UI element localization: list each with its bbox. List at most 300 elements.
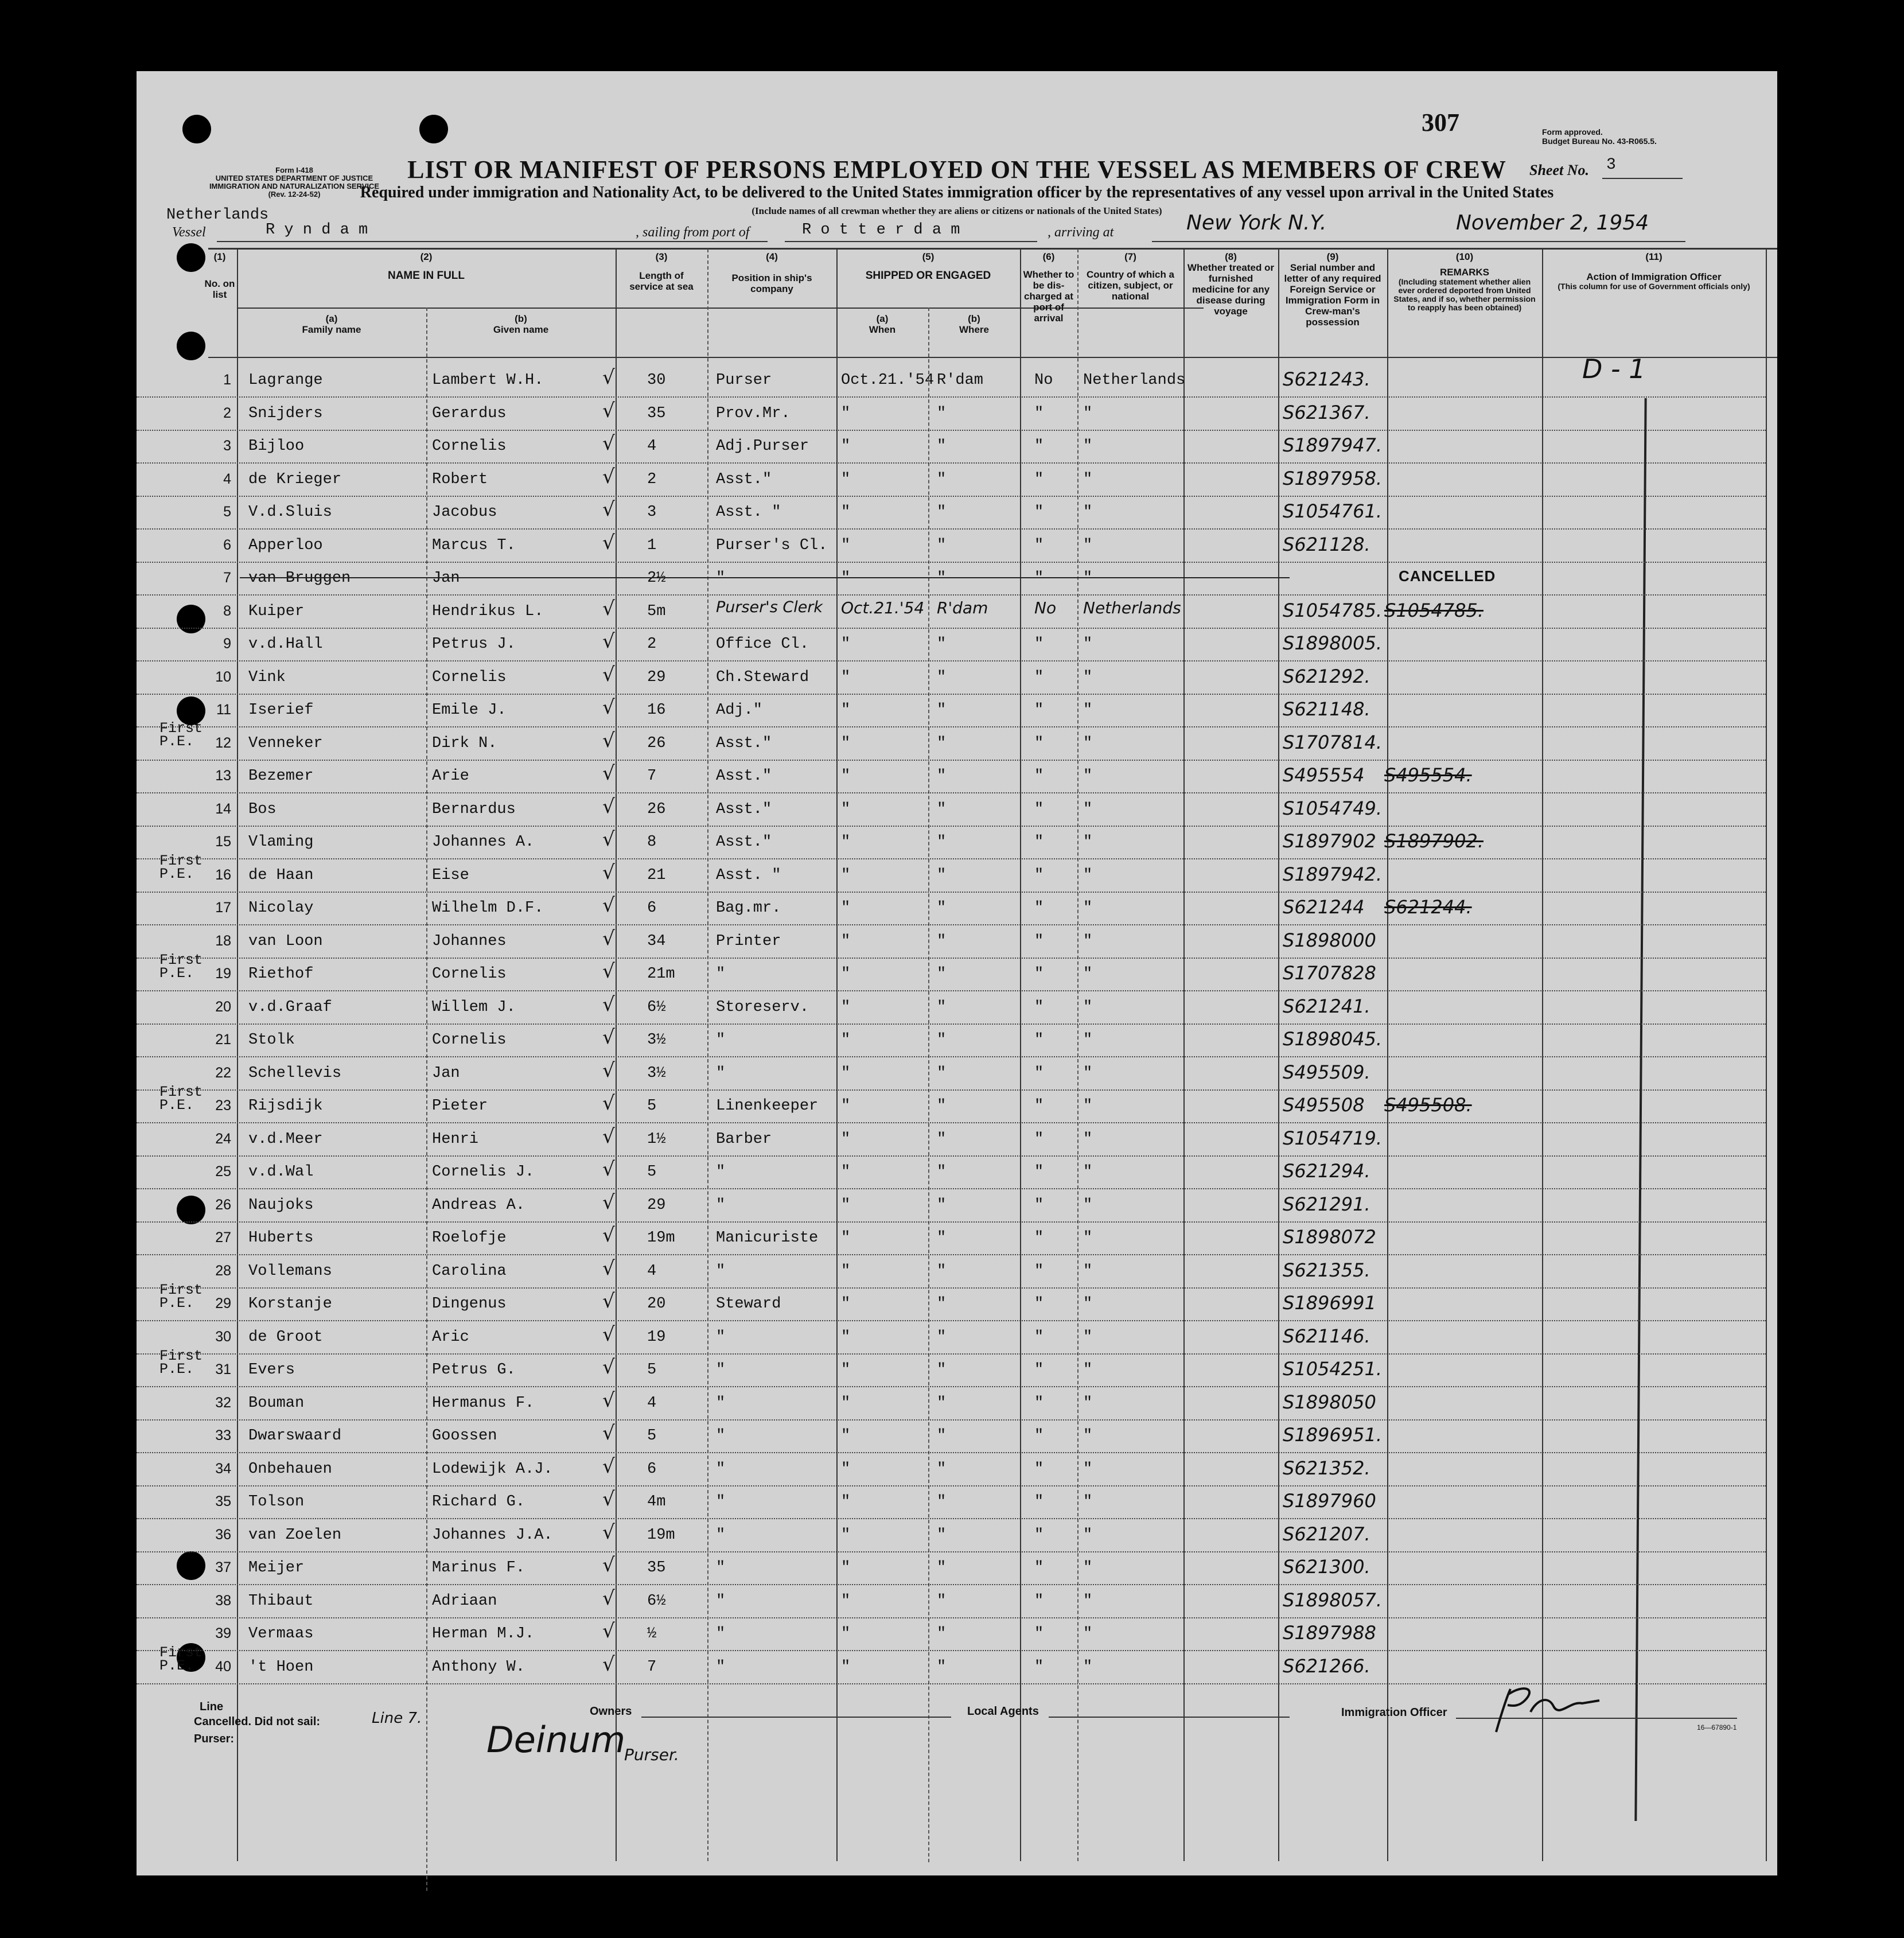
shipped-when: Oct.21.'54 (841, 372, 935, 389)
table-row (137, 958, 1766, 991)
shipped-where: " (937, 1163, 947, 1181)
col-number: (8) (1225, 251, 1237, 262)
given-name: Lodewijk A.J. (432, 1460, 553, 1478)
family-name: Evers (248, 1361, 295, 1379)
citizenship-country: " (1083, 536, 1093, 554)
row-number: 18 (215, 932, 231, 949)
citizenship-country: " (1083, 966, 1093, 983)
col-label: No. on list (204, 278, 235, 300)
citizenship-country: " (1083, 900, 1093, 917)
shipped-where: " (937, 834, 947, 851)
table-row (137, 760, 1766, 793)
cancel-strike-line (240, 577, 1290, 578)
serial-number: S621241. (1283, 995, 1370, 1017)
row-number: 36 (215, 1526, 231, 1543)
table-row (137, 562, 1766, 596)
shipped-where: " (937, 768, 947, 785)
citizenship-country: " (1083, 1526, 1093, 1544)
family-name: V.d.Sluis (248, 504, 332, 521)
check-mark: √ (602, 1620, 615, 1643)
given-name: Robert (432, 470, 488, 488)
shipped-where: " (937, 1262, 947, 1280)
serial-number: S1898072 (1283, 1226, 1376, 1248)
arrival-port: New York N.Y. (1186, 211, 1327, 235)
citizenship-country: " (1083, 768, 1093, 785)
col-number: (b) (515, 313, 527, 324)
col-label: When (869, 324, 896, 335)
length-of-service: 26 (647, 734, 666, 752)
shipped-where: " (937, 1295, 947, 1313)
given-name: Johannes A. (432, 834, 535, 851)
row-number: 14 (215, 800, 231, 817)
row-number: 29 (215, 1295, 231, 1312)
shipped-where: " (937, 1559, 947, 1577)
shipped-when: " (841, 932, 851, 950)
length-of-service: 19 (647, 1328, 666, 1346)
length-of-service: ½ (647, 1625, 657, 1643)
shipped-where: " (937, 1328, 947, 1346)
col-label: Position in ship's company (731, 273, 812, 294)
discharged-flag: " (1034, 866, 1044, 884)
family-name: Bezemer (248, 768, 314, 785)
family-name: de Groot (248, 1328, 323, 1346)
check-mark: √ (602, 399, 615, 422)
col-label: Whether to be dis-charged at port of arrival (1023, 269, 1074, 324)
discharged-flag: No (1034, 372, 1053, 389)
serial-number: S621207. (1283, 1523, 1370, 1545)
given-name: Cornelis (432, 438, 507, 455)
shipped-when: " (841, 1427, 851, 1445)
given-name: Petrus G. (432, 1361, 516, 1379)
serial-number: S1054761. (1283, 500, 1382, 522)
discharged-flag: " (1034, 1163, 1044, 1181)
discharged-flag: No (1034, 598, 1057, 617)
family-name: van Bruggen (248, 570, 351, 587)
length-of-service: 4 (647, 1262, 657, 1280)
ship-position: Asst. " (716, 866, 781, 884)
length-of-service: 4 (647, 1394, 657, 1412)
length-of-service: 20 (647, 1295, 666, 1313)
citizenship-country: " (1083, 1394, 1093, 1412)
col-4-header (710, 251, 834, 294)
ship-position: " (716, 570, 726, 587)
serial-number: S621148. (1283, 698, 1370, 720)
remarks: CANCELLED (1399, 567, 1496, 585)
serial-number: S1707828 (1283, 962, 1376, 984)
citizenship-country: " (1083, 1295, 1093, 1313)
serial-number: S621300. (1283, 1556, 1370, 1578)
col-11-header (1545, 251, 1763, 291)
row-number: 35 (215, 1493, 231, 1509)
col-number: (b) (968, 313, 980, 324)
citizenship-country: " (1083, 668, 1093, 686)
row-number: 34 (215, 1460, 231, 1477)
serial-number: S1054251. (1283, 1358, 1382, 1380)
check-mark: √ (602, 597, 615, 620)
family-name: Schellevis (248, 1064, 342, 1082)
discharged-flag: " (1034, 438, 1044, 455)
table-row (137, 529, 1766, 563)
shipped-when: " (841, 438, 851, 455)
footer-purser-label: Purser: (194, 1733, 235, 1745)
table-row (137, 1617, 1766, 1651)
table-row (137, 1255, 1766, 1289)
row-number: 11 (216, 702, 231, 718)
family-name: Vlaming (248, 834, 314, 851)
col-number: (11) (1645, 251, 1662, 262)
pe-label: P.E. (159, 1097, 194, 1114)
length-of-service: 3½ (647, 1032, 666, 1049)
check-mark: √ (602, 927, 615, 950)
ship-position: " (716, 1592, 726, 1610)
row-number: 20 (215, 998, 231, 1015)
given-name: Lambert W.H. (432, 372, 544, 389)
check-mark: √ (602, 498, 615, 521)
family-name: v.d.Graaf (248, 998, 332, 1016)
length-of-service: 5 (647, 1427, 657, 1445)
footer-agents-label: Local Agents (967, 1705, 1039, 1718)
shipped-when: " (841, 1229, 851, 1247)
table-row (137, 364, 1766, 398)
check-mark: √ (602, 795, 615, 818)
first-label: First (159, 1644, 203, 1661)
shipped-where: " (937, 404, 947, 422)
shipped-when: " (841, 636, 851, 653)
citizenship-country: " (1083, 932, 1093, 950)
shipped-where: " (937, 470, 947, 488)
family-name: v.d.Hall (248, 636, 323, 653)
row-number: 25 (215, 1163, 231, 1180)
check-mark: √ (602, 432, 615, 455)
ship-position: Office Cl. (716, 636, 809, 653)
footer-officer-label: Immigration Officer (1341, 1706, 1447, 1719)
serial-number: S1898045. (1283, 1028, 1382, 1050)
check-mark: √ (602, 1586, 615, 1610)
given-name: Dirk N. (432, 734, 497, 752)
col-label: Whether treated or furnished medicine for any disease during voyage (1187, 262, 1275, 317)
serial-number: S1898005. (1283, 632, 1382, 654)
given-name: Dingenus (432, 1295, 507, 1313)
family-name: Korstanje (248, 1295, 332, 1313)
col-label: Given name (493, 324, 549, 335)
ship-position: Ch.Steward (716, 668, 809, 686)
discharged-flag: " (1034, 998, 1044, 1016)
shipped-when: " (841, 470, 851, 488)
col-label: Length of service at sea (629, 270, 694, 292)
discharged-flag: " (1034, 636, 1044, 653)
serial-number: S621292. (1283, 665, 1370, 687)
ship-position: Purser's Clerk (716, 598, 823, 616)
table-row (137, 1551, 1766, 1585)
row-number: 6 (223, 536, 231, 553)
serial-number: S495508 (1283, 1094, 1365, 1116)
ship-position: " (716, 1559, 726, 1577)
agency-name: UNITED STATES DEPARTMENT OF JUSTICE (215, 174, 373, 182)
check-mark: √ (602, 1158, 615, 1181)
family-name: Lagrange (248, 372, 323, 389)
citizenship-country: " (1083, 636, 1093, 653)
col-number: (5) (922, 251, 935, 262)
service-name: IMMIGRATION AND NATURALIZATION SERVICE (209, 182, 380, 190)
citizenship-country: " (1083, 1064, 1093, 1082)
length-of-service: 19m (647, 1526, 675, 1544)
row-number: 30 (215, 1328, 231, 1345)
given-name: Cornelis (432, 966, 507, 983)
check-mark: √ (602, 663, 615, 686)
vessel-flag: Netherlands (166, 207, 269, 224)
first-label: First (159, 853, 203, 869)
family-name: 't Hoen (248, 1658, 314, 1676)
row-number: 39 (215, 1625, 231, 1641)
serial-number: S1054785. (1283, 599, 1382, 621)
family-name: de Krieger (248, 470, 342, 488)
length-of-service: 21 (647, 866, 666, 884)
family-name: Riethof (248, 966, 314, 983)
citizenship-country: " (1083, 1592, 1093, 1610)
shipped-when: " (841, 800, 851, 818)
discharged-flag: " (1034, 702, 1044, 719)
shipped-where: " (937, 1460, 947, 1478)
shipped-when: " (841, 1064, 851, 1082)
row-number: 1 (223, 372, 231, 388)
shipped-when: " (841, 966, 851, 983)
table-row (137, 1419, 1766, 1453)
shipped-when: " (841, 1196, 851, 1214)
table-row (137, 1453, 1766, 1486)
check-mark: √ (602, 1488, 615, 1511)
given-name: Anthony W. (432, 1658, 525, 1676)
table-row (137, 694, 1766, 727)
shipped-when: " (841, 504, 851, 521)
serial-number: S621352. (1283, 1457, 1370, 1479)
given-name: Richard G. (432, 1493, 525, 1511)
citizenship-country: " (1083, 1229, 1093, 1247)
given-name: Goossen (432, 1427, 497, 1445)
given-name: Henri (432, 1130, 479, 1148)
ship-position: Linenkeeper (716, 1098, 819, 1115)
table-row (137, 859, 1766, 893)
ship-position: Purser (716, 372, 772, 389)
length-of-service: 1 (647, 536, 657, 554)
ship-position: " (716, 1493, 726, 1511)
shipped-when: " (841, 1163, 851, 1181)
shipped-when: " (841, 536, 851, 554)
row-number: 2 (223, 404, 231, 421)
length-of-service: 34 (647, 932, 666, 950)
citizenship-country: " (1083, 404, 1093, 422)
length-of-service: 21m (647, 966, 675, 983)
check-mark: √ (602, 828, 615, 851)
ship-position: Storeserv. (716, 998, 809, 1016)
col-2b-header (426, 313, 616, 335)
col-label: NAME IN FULL (387, 270, 465, 282)
shipped-when: " (841, 734, 851, 752)
ship-position: " (716, 1196, 726, 1214)
row-number: 37 (215, 1559, 231, 1575)
serial-number: S621128. (1283, 533, 1370, 555)
row-number: 22 (215, 1064, 231, 1081)
check-mark: √ (602, 762, 615, 785)
shipped-where: R'dam (937, 598, 988, 617)
given-name: Eise (432, 866, 469, 884)
given-name: Arie (432, 768, 469, 785)
serial-number: S1707814. (1283, 731, 1382, 753)
shipped-when: " (841, 1328, 851, 1346)
family-name: Vermaas (248, 1625, 314, 1643)
length-of-service: 30 (647, 372, 666, 389)
length-of-service: 7 (647, 768, 657, 785)
page-title: LIST OR MANIFEST OF PERSONS EMPLOYED ON THE VESSEL AS MEMBERS OF CREW (407, 155, 1506, 184)
serial-number: S621266. (1283, 1655, 1370, 1677)
serial-number: S621355. (1283, 1259, 1370, 1281)
first-pe-note (159, 1349, 203, 1376)
shipped-where: " (937, 800, 947, 818)
citizenship-country: " (1083, 1163, 1093, 1181)
given-name: Roelofje (432, 1229, 507, 1247)
check-mark: √ (602, 1190, 615, 1214)
vessel-name: R y n d a m (266, 221, 368, 239)
given-name: Cornelis (432, 1032, 507, 1049)
citizenship-country: " (1083, 1625, 1093, 1643)
given-name: Jacobus (432, 504, 497, 521)
length-of-service: 3 (647, 504, 657, 521)
shipped-where: " (937, 932, 947, 950)
given-name: Jan (432, 1064, 460, 1082)
table-row (137, 1585, 1766, 1618)
family-name: Apperloo (248, 536, 323, 554)
discharged-flag: " (1034, 800, 1044, 818)
length-of-service: 6½ (647, 1592, 666, 1610)
check-mark: √ (602, 531, 615, 554)
serial-number: S1897902 (1283, 830, 1376, 852)
citizenship-country: " (1083, 1460, 1093, 1478)
vessel-label: Vessel (172, 225, 206, 240)
given-name: Aric (432, 1328, 469, 1346)
check-mark: √ (602, 1554, 615, 1577)
ship-position: " (716, 1262, 726, 1280)
serial-number: S1897947. (1283, 434, 1382, 456)
discharged-flag: " (1034, 1658, 1044, 1676)
serial-number: S1898000 (1283, 929, 1376, 951)
length-of-service: 6½ (647, 998, 666, 1016)
col-9-header (1281, 251, 1384, 328)
discharged-flag: " (1034, 504, 1044, 521)
col-6-header (1020, 251, 1077, 324)
col-number: (6) (1042, 251, 1055, 262)
punch-hole (419, 115, 448, 143)
check-mark: √ (602, 1290, 615, 1313)
citizenship-country: Netherlands (1083, 372, 1186, 389)
ship-position: " (716, 1427, 726, 1445)
shipped-when: " (841, 1032, 851, 1049)
serial-number: S621367. (1283, 401, 1370, 423)
ship-position: Barber (716, 1130, 772, 1148)
discharged-flag: " (1034, 570, 1044, 587)
ship-position: " (716, 1526, 726, 1544)
ship-position: " (716, 966, 726, 983)
shipped-where: " (937, 866, 947, 884)
row-number: 27 (215, 1229, 231, 1246)
citizenship-country: " (1083, 570, 1093, 587)
shipped-where: " (937, 1196, 947, 1214)
sailing-label: , sailing from port of (636, 225, 750, 240)
length-of-service: 35 (647, 404, 666, 422)
footer-owners-label: Owners (590, 1705, 632, 1718)
table-row (137, 1387, 1766, 1421)
given-name: Marinus F. (432, 1559, 525, 1577)
given-name: Hendrikus L. (432, 602, 544, 620)
shipped-where: " (937, 1658, 947, 1676)
citizenship-country: " (1083, 1328, 1093, 1346)
family-name: Iserief (248, 702, 314, 719)
form-subtitle: Required under immigration and Nationality Act, to be delivered to the United States immigration officer by the representatives of any vessel upon arrival in the United States (360, 184, 1554, 201)
shipped-when: " (841, 900, 851, 917)
col-number: (a) (325, 313, 338, 324)
first-pe-note (159, 1646, 203, 1672)
length-of-service: 2 (647, 470, 657, 488)
family-name: Nicolay (248, 900, 314, 917)
citizenship-country: Netherlands (1083, 598, 1181, 617)
ship-position: Asst." (716, 734, 772, 752)
discharged-flag: " (1034, 668, 1044, 686)
shipped-when: " (841, 1658, 851, 1676)
length-of-service: 5 (647, 1098, 657, 1115)
arrival-date: November 2, 1954 (1456, 211, 1649, 235)
row-number: 26 (215, 1196, 231, 1213)
remarks: S495508. (1384, 1094, 1472, 1116)
col-number: (1) (213, 251, 226, 262)
shipped-when: " (841, 768, 851, 785)
ship-position: Bag.mr. (716, 900, 781, 917)
table-row (137, 661, 1766, 695)
family-name: Snijders (248, 404, 323, 422)
ship-position: " (716, 1460, 726, 1478)
citizenship-country: " (1083, 866, 1093, 884)
serial-number: S621243. (1283, 368, 1370, 390)
row-number: 10 (215, 668, 231, 685)
immigration-officer-signature (1490, 1678, 1605, 1741)
shipped-when: " (841, 1262, 851, 1280)
first-pe-note (159, 1085, 203, 1112)
table-row (137, 1123, 1766, 1157)
first-pe-note (159, 954, 203, 980)
discharged-flag: " (1034, 1032, 1044, 1049)
family-name: van Loon (248, 932, 323, 950)
ship-position: " (716, 1328, 726, 1346)
officer-mark: D - 1 (1582, 353, 1646, 384)
citizenship-country: " (1083, 1427, 1093, 1445)
shipped-where: " (937, 636, 947, 653)
citizenship-country: " (1083, 1196, 1093, 1214)
col-number: (10) (1455, 251, 1474, 262)
citizenship-country: " (1083, 1658, 1093, 1676)
serial-number: S495509. (1283, 1061, 1370, 1083)
row-number: 21 (215, 1032, 231, 1048)
serial-number: S621291. (1283, 1193, 1370, 1215)
row-number: 9 (223, 636, 231, 652)
first-label: First (159, 1348, 203, 1364)
footer-cancelled-value: Line 7. (372, 1710, 422, 1727)
ship-position: " (716, 1394, 726, 1412)
given-name: Andreas A. (432, 1196, 525, 1214)
citizenship-country: " (1083, 1032, 1093, 1049)
table-row (137, 1155, 1766, 1189)
shipped-when: " (841, 668, 851, 686)
table-row (137, 1024, 1766, 1057)
ship-position: Asst." (716, 470, 772, 488)
shipped-where: " (937, 1032, 947, 1049)
row-number: 31 (215, 1361, 231, 1377)
